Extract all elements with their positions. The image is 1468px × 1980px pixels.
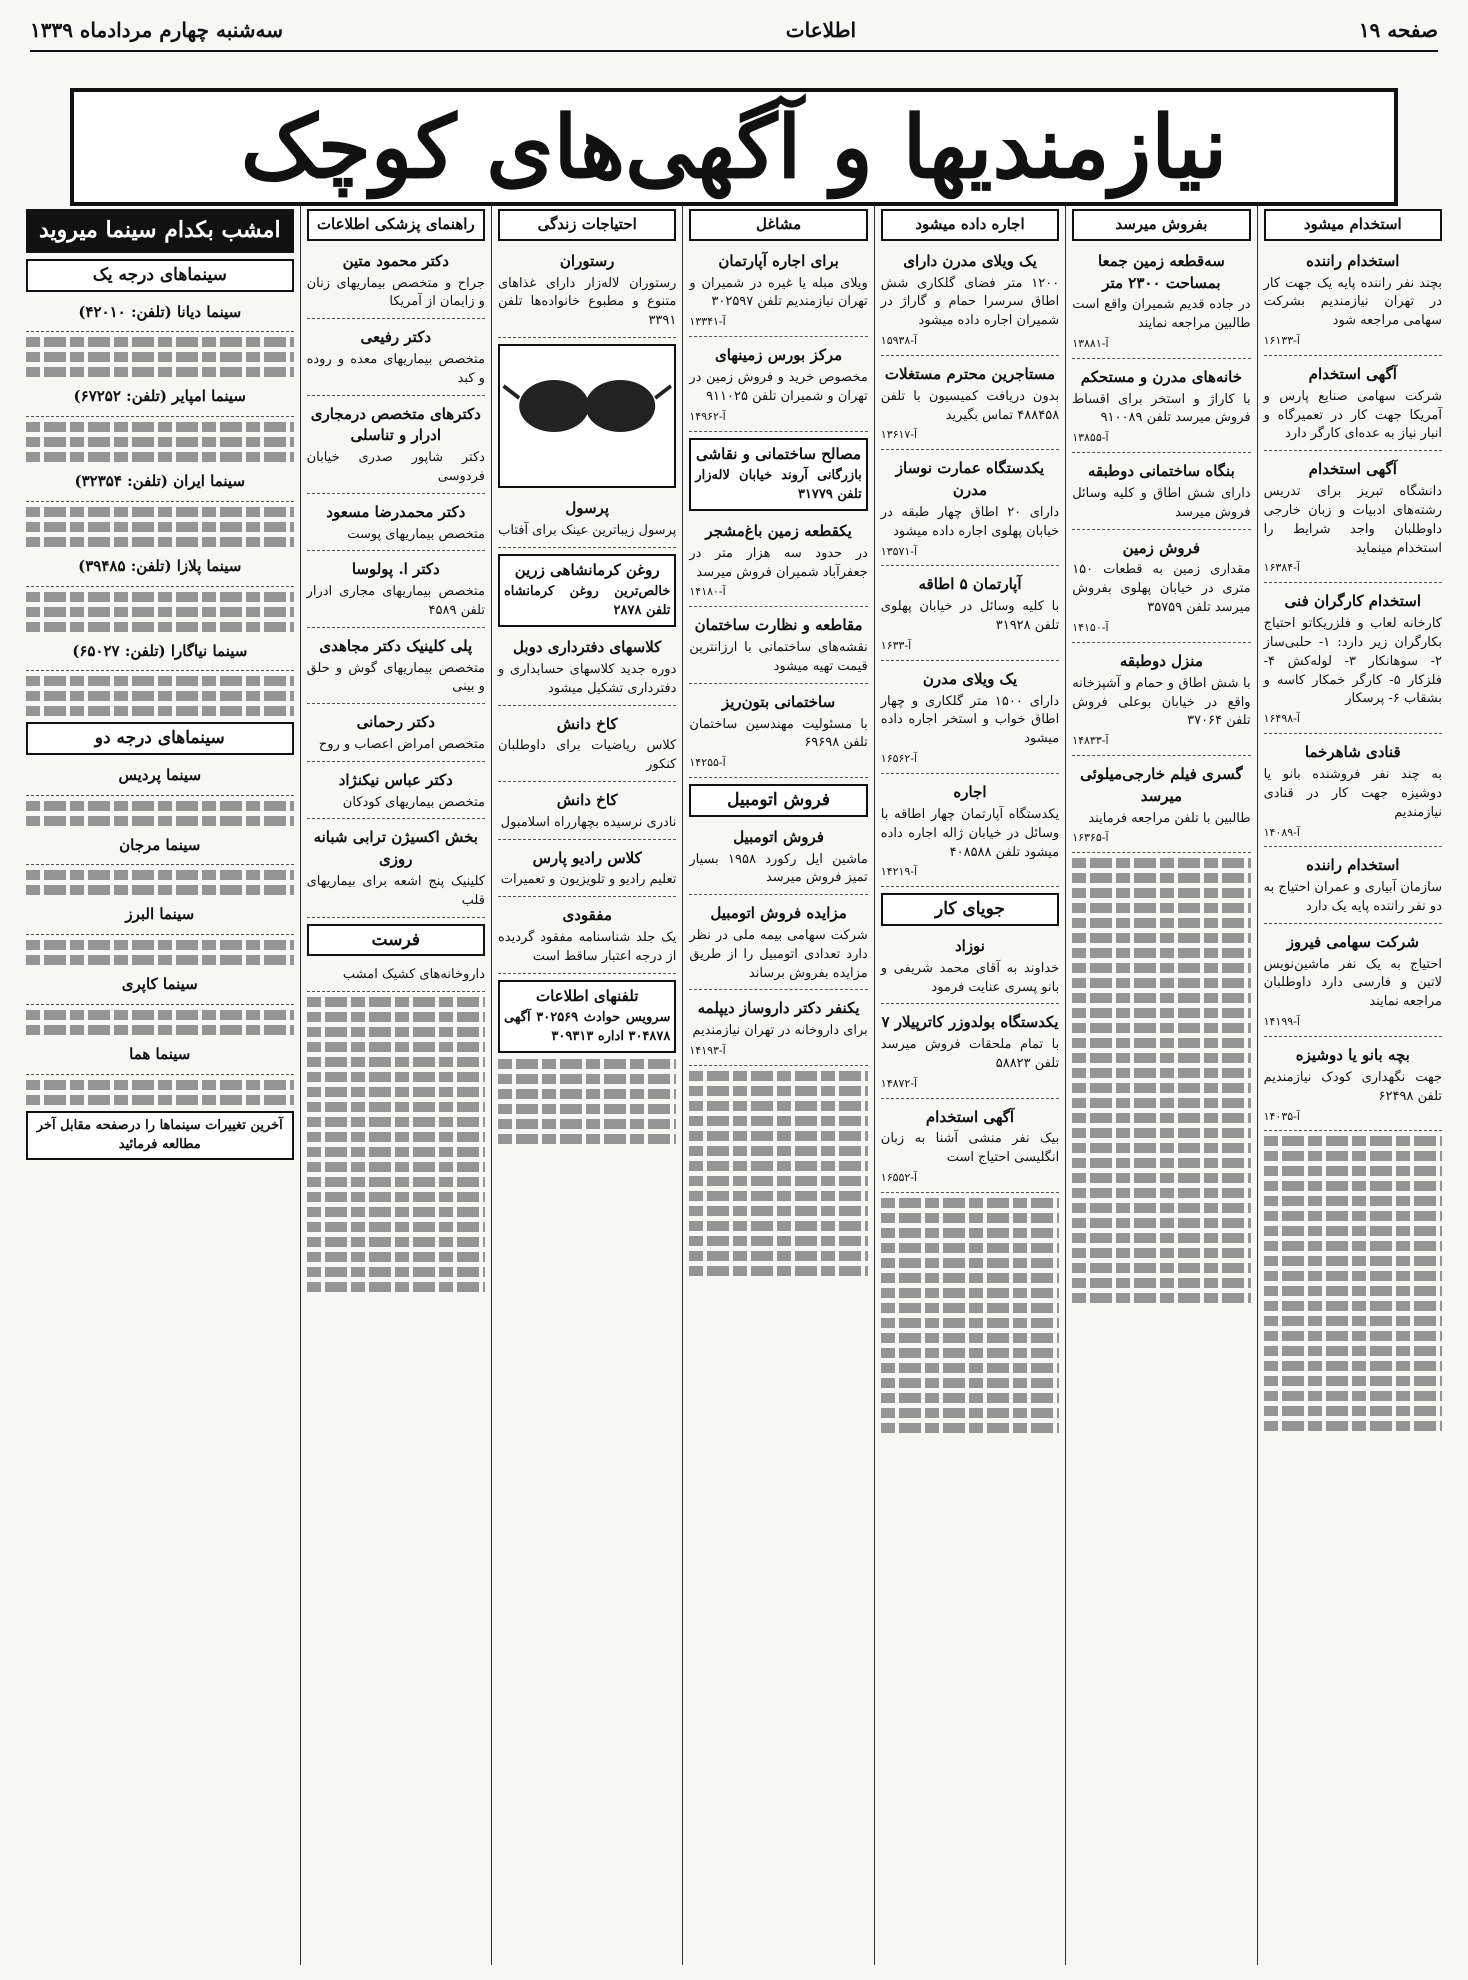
- ad-code: آ-۱۶۱۳۳: [1263, 334, 1300, 348]
- ad-text: به چند نفر فروشنده بانو یا دوشیزه جهت کار در قنادی نیازمندیم: [1263, 766, 1442, 820]
- ad-text: داروخانه‌های کشیک امشب: [342, 967, 485, 983]
- ad-text: بچند نفر راننده پایه یک جهت کار در تهران نیازمندیم بشرکت سهامی مراجعه شود: [1263, 275, 1442, 329]
- ad-title: یک ویلای مدرن: [922, 669, 1018, 688]
- ad-item: [307, 962, 485, 992]
- ad-item: [1264, 360, 1442, 451]
- text-filler: [26, 676, 294, 716]
- cinema-item: [26, 382, 294, 417]
- ad-title: دکتر محمود متین: [342, 251, 449, 270]
- column-cinema: [20, 205, 300, 1965]
- ad-text: بدون دریافت کمیسیون با تلفن ۴۸۸۴۵۸ تماس بگیرید: [880, 388, 1060, 423]
- cinema-item: [26, 831, 294, 866]
- ad-item: [689, 341, 867, 431]
- ad-title: مصالح ساختمانی و نقاشی: [696, 444, 862, 463]
- text-filler: [307, 997, 485, 1292]
- ad-item: [689, 994, 867, 1066]
- ad-text: طالبین با تلفن مراجعه فرمایند: [1088, 810, 1251, 826]
- ad-text: متخصص بیماریهای معده و روده و کبد: [306, 351, 485, 386]
- ad-item: [689, 517, 867, 607]
- ad-text: متخصص امراض اعصاب و روح: [318, 737, 485, 753]
- ad-title: نوزاد: [954, 936, 985, 955]
- ad-text: با کلیه وسائل در خیابان پهلوی تلفن ۳۱۹۲۸: [880, 599, 1060, 634]
- ad-title: رستوران: [559, 251, 615, 270]
- ad-text: جهت نگهداری کودک نیازمندیم تلفن ۶۲۴۹۸: [1263, 1069, 1442, 1104]
- ad-code: آ-۱۴۲۵۵: [689, 756, 726, 770]
- column-employment: [1257, 205, 1448, 1965]
- ad-title: دکتر عباس نیکنژاد: [338, 770, 453, 789]
- ad-title: کلاسهای دفترداری دوبل: [513, 638, 662, 657]
- ad-item: [881, 454, 1059, 566]
- cinema-item: [26, 1040, 294, 1075]
- ad-text: متخصص بیماریهای پوست: [347, 526, 485, 542]
- text-filler: [26, 592, 294, 632]
- ad-text: شرکت سهامی صنایع پارس و آمریکا جهت کار در تعمیرگاه و انبار نیاز به عده‌ای کارگر دارد: [1263, 388, 1442, 442]
- ad-text: کلینیک پنج اشعه برای بیماریهای قلب: [306, 873, 485, 908]
- ad-text: سرویس حوادث ۳۰۲۵۶۹ آگهی ۳۰۴۸۷۸ اداره ۳۰۹۳۱۳: [503, 1010, 671, 1045]
- ad-text: با تمام ملحقات فروش میرسد تلفن ۵۸۸۲۳: [880, 1037, 1060, 1071]
- ad-item: [1264, 738, 1442, 847]
- ad-item: [307, 400, 485, 494]
- ad-item: [307, 247, 485, 319]
- column-jobs: [682, 205, 873, 1965]
- ad-item: [498, 633, 676, 705]
- ad-title: روغن کرمانشاهی زرین: [514, 560, 660, 579]
- column-title: استخدام میشود: [1264, 209, 1442, 241]
- ad-item: [689, 247, 867, 337]
- ad-title: آپارتمان ۵ اطاقه: [918, 575, 1022, 594]
- ad-title: بنگاه ساختمانی دوطبقه: [1088, 462, 1235, 481]
- ad-text: دانشگاه تبریز برای تدریس رشته‌های ادبیات و زبان خارجی داوطلبان واجد شرایط را استخدام مینماید: [1263, 484, 1442, 556]
- ad-text: مخصوص خرید و فروش زمین در تهران و شمیران تلفن ۹۱۱۰۲۵: [689, 369, 868, 404]
- text-filler: [26, 1010, 294, 1035]
- ad-item: [689, 688, 867, 778]
- text-filler: [689, 1071, 867, 1276]
- ad-item-phones: [498, 980, 676, 1053]
- ad-title: خانه‌های مدرن و مستحکم: [1080, 367, 1243, 386]
- ad-code: آ-۱۴۸۷۲: [880, 1076, 918, 1090]
- ad-text: دارای شش اطاق و کلیه وسائل فروش میرسد: [1072, 486, 1251, 520]
- ad-item: [881, 1008, 1059, 1098]
- ad-item: [881, 570, 1059, 660]
- cinema-name: سینما دیانا (تلفن: ۴۲۰۱۰): [78, 302, 242, 321]
- ad-title: برای اجاره آپارتمان: [718, 251, 839, 270]
- ad-title: یک ویلای مدرن دارای: [903, 251, 1037, 270]
- text-filler: [26, 940, 294, 965]
- ad-item: [1072, 247, 1250, 359]
- ad-code: آ-۱۳۸۸۱: [1072, 336, 1109, 350]
- ad-title: کاخ دانش: [556, 714, 618, 733]
- cinema-item: [26, 761, 294, 796]
- ad-item: [498, 247, 676, 338]
- cinema-item: [26, 552, 294, 587]
- column-misc: [491, 205, 682, 1965]
- ad-title: مفقودی: [562, 906, 612, 925]
- ad-code: آ-۱۴۰۳۵: [1263, 1109, 1300, 1123]
- ad-text: مقداری زمین به قطعات ۱۵۰ متری در خیابان پهلوی بفروش میرسد تلفن ۳۵۷۵۹: [1072, 562, 1251, 616]
- text-filler: [881, 1198, 1059, 1433]
- text-filler: [498, 1059, 676, 1144]
- ad-item: [689, 611, 867, 683]
- ad-title: دکتر رحمانی: [356, 713, 435, 732]
- banner-title: نیازمندیها و آگهی‌های کوچک: [240, 96, 1228, 198]
- ad-item: [1264, 928, 1442, 1037]
- ad-text: خداوند به آقای محمد شریفی و بانو پسری عنایت فرمود: [880, 960, 1060, 995]
- sunglasses-icon: [500, 346, 674, 486]
- text-filler: [26, 337, 294, 377]
- cinema-name: سینما مرجان: [119, 835, 201, 854]
- ad-text: دوره جدید کلاسهای حسابداری و دفترداری تشکیل میشود: [497, 661, 677, 696]
- column-title: اجاره داده میشود: [881, 209, 1059, 241]
- ad-title: کلاس رادیو پارس: [532, 848, 642, 867]
- ad-text: ماشین ایل رکورد ۱۹۵۸ بسیار تمیز فروش میرسد: [689, 851, 868, 886]
- sunglasses-ad-image: [498, 344, 676, 488]
- ad-text: دارای ۲۰ اطاق چهار طبقه در خیابان پهلوی اجاره داده میشود: [880, 504, 1060, 539]
- cinema-name: سینما هما: [129, 1044, 191, 1063]
- ad-title: قنادی شاهرخما: [1304, 743, 1401, 762]
- ad-text: دکتر شاپور صدری خیابان فردوسی: [306, 450, 485, 484]
- ad-title: استخدام راننده: [1306, 856, 1400, 875]
- ad-text: با شش اطاق و حمام و آشپزخانه واقع در خیابان بوعلی فروش تلفن ۳۷۰۶۴: [1072, 675, 1251, 729]
- ad-title: بخش اکسیژن ترابی شبانه روزی: [313, 828, 478, 869]
- section-heading-cars: فروش اتومبیل: [689, 784, 867, 817]
- ad-title: مستاجرین محترم مستغلات: [884, 364, 1056, 383]
- columns-container: [20, 205, 1448, 1965]
- ad-title: دکتر رفیعی: [360, 328, 432, 347]
- ad-code: آ-۱۶۴۹۸: [1263, 712, 1300, 726]
- cinema-name: سینما نیاگارا (تلفن: ۶۵۰۲۷): [72, 641, 248, 660]
- text-filler: [1264, 1136, 1442, 1431]
- ad-text: ۱۲۰۰ متر فضای گلکاری شش اطاق سرسرا حمام و گاراژ در شمیران اجاره داده میشود: [880, 275, 1060, 329]
- cinema-first-class-heading: سینماهای درجه یک: [26, 259, 294, 292]
- ad-item: [307, 823, 485, 917]
- ad-text: خالص‌ترین روغن کرمانشاه تلفن ۲۸۷۸: [503, 584, 671, 619]
- ad-item: [1264, 851, 1442, 923]
- ad-item: [689, 823, 867, 895]
- ad-text: کارخانه لعاب و فلزریکاتو احتیاج بکارگران زیر دارد: ۱- حلبی‌ساز ۲- سوهانکار ۳- لوله‌کش ۴- فلزکار ۵- کارگر خمکار کاسه و بشقاب ۶- پرسکار: [1263, 616, 1443, 707]
- ad-text: احتیاج به یک نفر ماشین‌نویس لاتین و فارسی دارد داوطلبان مراجعه نمایند: [1263, 956, 1442, 1010]
- ad-item: [307, 708, 485, 762]
- ad-item: [1072, 760, 1250, 853]
- ad-text: نقشه‌های ساختمانی با ارزانترین قیمت تهیه میشود: [689, 640, 868, 674]
- ad-item: [1072, 457, 1250, 529]
- cinema-item: [26, 637, 294, 672]
- ad-item: [307, 555, 485, 627]
- ad-title: تلفنهای اطلاعات: [535, 986, 639, 1005]
- cinema-item: [26, 970, 294, 1005]
- ad-code: آ-۱۳۵۷۱: [880, 544, 918, 558]
- ad-code: آ-۱۴۱۸۰: [689, 585, 726, 599]
- ad-item: [307, 632, 485, 704]
- ad-code: آ-۱۴۹۶۲: [689, 409, 726, 423]
- masthead: [30, 10, 1438, 52]
- paper-name: اطلاعات: [785, 18, 857, 42]
- ad-item: [498, 494, 676, 548]
- cinema-name: سینما پلازا (تلفن: ۳۹۴۸۵): [78, 556, 242, 575]
- ad-item: [881, 1103, 1059, 1193]
- column-title: احتیاجات زندگی: [498, 209, 676, 241]
- ad-text: جراح و متخصص بیماریهای زنان و زایمان از آمریکا: [306, 275, 485, 310]
- ad-title: پرسول: [565, 499, 609, 518]
- cinema-name: سینما پردیس: [118, 765, 202, 784]
- issue-date: سه‌شنبه چهارم مردادماه ۱۳۳۹: [30, 18, 284, 42]
- column-title: راهنمای پزشکی اطلاعات: [307, 209, 485, 241]
- cinema-item: [26, 467, 294, 502]
- classified-banner: [70, 88, 1398, 206]
- column-title: مشاغل: [689, 209, 867, 241]
- column-for-sale: [1065, 205, 1256, 1965]
- ad-item: [307, 323, 485, 395]
- ad-item: [881, 932, 1059, 1004]
- ad-title: ساختمانی بتون‌ریز: [721, 692, 836, 711]
- ad-item: [881, 247, 1059, 356]
- ad-title: دکتر محمدرضا مسعود: [326, 502, 466, 521]
- ad-item: [689, 899, 867, 990]
- ad-code: آ-۱۶۵۶۲: [880, 752, 918, 766]
- ad-title: استخدام راننده: [1306, 251, 1400, 270]
- ad-text: شرکت سهامی بیمه ملی در نظر دارد تعدادی اتومبیل را از طریق مزایده بفروش برساند: [689, 927, 868, 981]
- ad-code: آ-۱۶۳۳: [880, 638, 912, 652]
- ad-text: برای داروخانه در تهران نیازمندیم: [692, 1023, 868, 1039]
- text-filler: [26, 507, 294, 547]
- ad-title: استخدام کارگران فنی: [1284, 592, 1422, 611]
- section-heading-pharmacy: فرست: [307, 924, 485, 957]
- ad-title: پلی کلینیک دکتر مجاهدی: [319, 636, 473, 655]
- ad-item: [1264, 247, 1442, 356]
- cinema-name: سینما کاپری: [121, 975, 198, 994]
- ad-code: آ-۱۴۱۹۹: [1263, 1015, 1300, 1029]
- ad-text: نادری نرسیده بچهارراه اسلامبول: [500, 814, 677, 830]
- ad-text: متخصص بیماریهای کودکان: [342, 794, 485, 810]
- ad-text: در حدود سه هزار متر در جعفرآباد شمیران فروش میرسد: [689, 545, 868, 580]
- ad-code: آ-۱۴۰۸۹: [1263, 825, 1300, 839]
- ad-item: [881, 778, 1059, 887]
- section-heading-jobseek: جویای کار: [881, 893, 1059, 926]
- ad-text: سازمان آبیاری و عمران احتیاج به دو نفر راننده پایه یک دارد: [1263, 880, 1442, 915]
- ad-title: آگهی استخدام: [925, 1107, 1015, 1126]
- ad-title: دکترهای متخصص درمجاری ادرار و تناسلی: [310, 404, 481, 445]
- ad-item: [1264, 455, 1442, 583]
- ad-code: آ-۱۳۶۱۷: [880, 428, 918, 442]
- ad-item: [1264, 1041, 1442, 1131]
- ad-item: [307, 498, 485, 552]
- ad-title: کاخ دانش: [556, 790, 618, 809]
- ad-item: [1264, 587, 1442, 734]
- ad-title: مقاطعه و نظارت ساختمان: [694, 616, 863, 635]
- ad-item: [881, 665, 1059, 774]
- ad-text: بازرگانی آروند خیابان لاله‌زار تلفن ۳۱۷۷۹: [695, 468, 862, 503]
- ad-text: با کاراژ و استخر برای اقساط فروش میرسد تلفن ۹۱۰۰۸۹: [1072, 391, 1251, 426]
- column-title: بفروش میرسد: [1072, 209, 1250, 241]
- ad-title: یکدستگاه بولدوزر کاترپیلار ۷: [881, 1013, 1059, 1032]
- ad-code: آ-۱۴۱۹۳: [689, 1044, 726, 1058]
- cinema-header: امشب بکدام سینما میروید: [26, 209, 294, 253]
- text-filler: [26, 870, 294, 895]
- ad-title: اجاره: [953, 783, 987, 802]
- ad-text: کلاس ریاضیات برای داوطلبان کنکور: [497, 738, 677, 773]
- ad-title: فروش زمین: [1122, 538, 1201, 557]
- ad-item-featured: [689, 438, 867, 511]
- ad-item: [498, 710, 676, 782]
- ad-title: مرکز بورس زمینهای: [714, 346, 843, 365]
- cinema-second-class-heading: سینماهای درجه دو: [26, 722, 294, 755]
- ad-text: در جاده قدیم شمیران واقع است طالبین مراجعه نمایند: [1072, 297, 1251, 332]
- ad-title: شرکت سهامی فیروز: [1286, 932, 1419, 951]
- cinema-item: [26, 900, 294, 935]
- ad-title: یکدستگاه عمارت نوساز مدرن: [895, 459, 1045, 500]
- ad-title: منزل دوطبقه: [1119, 651, 1203, 670]
- ad-item: [307, 766, 485, 820]
- ad-item: [498, 844, 676, 898]
- ad-title: سه‌قطعه زمین جمعا بمساحت ۲۳۰۰ متر: [1097, 251, 1225, 292]
- ad-title: گسری فیلم خارجی‌میلوئی میرسد: [1080, 765, 1243, 805]
- cinema-name: سینما البرز: [125, 905, 195, 924]
- page-number: صفحه ۱۹: [1358, 18, 1438, 42]
- ad-text: یک جلد شناسنامه مفقود گردیده از درجه اعتبار ساقط است: [497, 929, 677, 964]
- ad-item: [1072, 647, 1250, 756]
- ad-title: یکنفر دکتر داروساز دیپلمه: [697, 999, 860, 1018]
- ad-text: رستوران لاله‌زار دارای غذاهای متنوع و مطبوع خانواده‌ها تلفن ۳۳۹۱: [497, 275, 677, 329]
- text-filler: [1072, 858, 1250, 1303]
- cinema-footer-note: آخرین تغییرات سینماها را درصفحه مقابل آخر مطالعه فرمائید: [26, 1111, 294, 1161]
- ad-title: آگهی استخدام: [1308, 460, 1397, 479]
- ad-code: آ-۱۶۵۵۲: [880, 1171, 918, 1185]
- ad-text: ویلای مبله یا غیره در شمیران و تهران نیازمندیم تلفن ۳۰۲۵۹۷: [689, 275, 868, 310]
- text-filler: [26, 1080, 294, 1105]
- cinema-name: سینما ایران (تلفن: ۳۲۳۵۴): [74, 472, 246, 491]
- ad-item-featured: [498, 554, 676, 627]
- ad-text: تعلیم رادیو و تلویزیون و تعمیرات: [500, 872, 677, 888]
- ad-item: [1072, 534, 1250, 643]
- ad-item: [1072, 363, 1250, 453]
- ad-item: [498, 786, 676, 840]
- ad-text: با مسئولیت مهندسین ساختمان تلفن ۶۹۶۹۸: [689, 716, 868, 751]
- ad-title: دکتر ا. پولوسا: [351, 560, 440, 579]
- ad-text: بیک نفر منشی آشنا به زبان انگلیسی احتیاج است: [880, 1131, 1060, 1166]
- ad-text: پرسول زیباترین عینک برای آفتاب: [498, 522, 677, 538]
- ad-title: آگهی استخدام: [1308, 364, 1397, 383]
- ad-text: دارای ۱۵۰۰ متر گلکاری و چهار اطاق خواب و استخر اجاره داده میشود: [880, 693, 1060, 747]
- text-filler: [26, 801, 294, 826]
- ad-code: آ-۱۳۳۴۱: [689, 315, 726, 329]
- ad-title: مزایده فروش اتومبیل: [710, 904, 847, 923]
- ad-item: [498, 901, 676, 973]
- cinema-item: [26, 298, 294, 333]
- text-filler: [26, 422, 294, 462]
- ad-text: متخصص بیماریهای گوش و حلق و بینی: [306, 660, 485, 695]
- ad-text: یکدستگاه آپارتمان چهار اطاقه با وسائل در خیابان ژاله اجاره داده میشود تلفن ۴۰۸۵۸۸: [880, 806, 1060, 860]
- ad-text: متخصص بیماریهای مجاری ادرار تلفن ۴۵۸۹: [306, 584, 485, 618]
- ad-code: آ-۱۴۱۵۰: [1072, 620, 1109, 634]
- ad-title: یکقطعه زمین باغ‌مشجر: [705, 521, 852, 540]
- ad-code: آ-۱۴۸۳۳: [1072, 734, 1109, 748]
- ad-title: فروش اتومبیل: [733, 827, 824, 846]
- ad-title: بچه بانو یا دوشیزه: [1295, 1046, 1410, 1065]
- cinema-name: سینما امپایر (تلفن: ۶۷۲۵۲): [73, 387, 246, 406]
- ad-code: آ-۱۴۲۱۹: [880, 865, 918, 879]
- ad-code: آ-۱۶۳۸۴: [1263, 561, 1300, 575]
- ad-code: آ-۱۳۸۵۵: [1072, 431, 1109, 445]
- column-rent: [874, 205, 1065, 1965]
- column-doctors: [300, 205, 491, 1965]
- ad-code: آ-۱۶۳۶۵: [1072, 831, 1109, 845]
- ad-code: آ-۱۵۹۳۸: [880, 334, 918, 348]
- ad-item: [881, 360, 1059, 450]
